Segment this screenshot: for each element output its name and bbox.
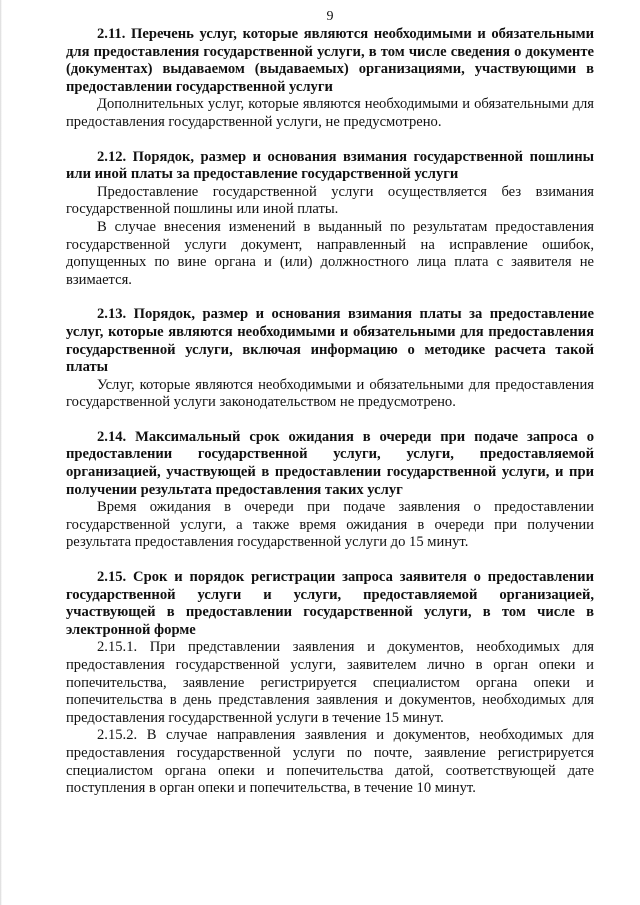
page-number: 9 xyxy=(326,9,334,24)
section-gap xyxy=(66,412,594,429)
section-2-15 xyxy=(66,569,594,798)
section-2-13 xyxy=(66,306,594,412)
paragraph: Время ожидания в очереди при подаче заявления о предоставлении государственной услуги, а также время ожидания в очереди при получении результата предоставления государственной услуги до 15 минут. xyxy=(66,499,594,551)
section-gap xyxy=(66,132,594,149)
paragraph: В случае внесения изменений в выданный по результатам предоставления государственной услуги документ, направленный на исправление ошибок, допущенных по вине органа и (или) должностного лица плата с заявителя не взимается. xyxy=(66,218,594,288)
section-heading: 2.11. Перечень услуг, которые являются необходимыми и обязательными для предоставления государственной услуги, в том числе сведения о документе (документах) выдаваемом (выдаваемых) организациями, участвующими в предоставлении государственной услуги xyxy=(66,26,594,95)
section-heading: 2.14. Максимальный срок ожидания в очереди при подаче запроса о предоставлении государственной услуги, услуги, предоставляемой организацией, участвующей в предоставлении государственной услуги, и при получении результата предоставления таких услуг xyxy=(66,428,594,498)
section-gap xyxy=(66,289,594,306)
paragraph: Предоставление государственной услуги осуществляется без взимания государственной пошлины или иной платы. xyxy=(66,183,594,218)
section-heading: 2.15. Срок и порядок регистрации запроса заявителя о предоставлении государственной услуги и услуги, предоставляемой организацией, участвующей в предоставлении государственной услуги, в том числе в электронной форме xyxy=(66,569,594,638)
section-2-14 xyxy=(66,429,594,552)
paragraph: 2.15.1. При представлении заявления и документов, необходимых для предоставления государственной услуги, заявителем лично в орган опеки и попечительства, заявление регистрируется специалистом органа опеки и попечительства в день представления заявления и документов, необходимых для предоставления государственной услуги в течение 15 минут. xyxy=(66,639,594,726)
section-heading: 2.13. Порядок, размер и основания взимания платы за предоставление услуг, которые являются необходимыми и обязательными для предоставления государственной услуги, включая информацию о методике расчета такой платы xyxy=(66,306,594,376)
section-2-11 xyxy=(66,26,594,132)
section-heading: 2.12. Порядок, размер и основания взимания государственной пошлины или иной платы за предоставление государственной услуги xyxy=(66,148,594,183)
paragraph: 2.15.2. В случае направления заявления и документов, необходимых для предоставления государственной услуги по почте, заявление регистрируется специалистом органа опеки и попечительства датой, соответствующей дате поступления в орган опеки и попечительства, в течение 10 минут. xyxy=(66,727,594,797)
document-page xyxy=(66,8,594,798)
paragraph: Услуг, которые являются необходимыми и обязательными для предоставления государственной услуги законодательством не предусмотрено. xyxy=(66,376,594,411)
section-2-12 xyxy=(66,149,594,290)
scan-edge-shadow xyxy=(0,0,2,905)
paragraph: Дополнительных услуг, которые являются необходимыми и обязательными для предоставления государственной услуги, не предусмотрено. xyxy=(66,96,594,130)
section-gap xyxy=(66,552,594,569)
